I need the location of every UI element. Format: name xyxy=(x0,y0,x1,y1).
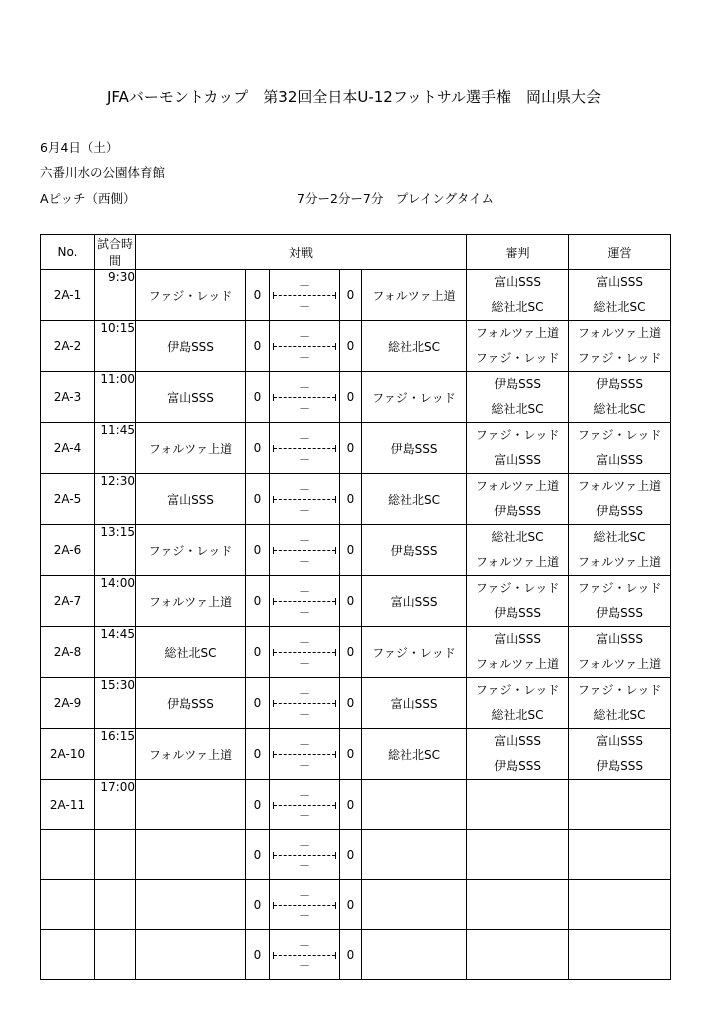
away-team: ファジ・レッド xyxy=(362,372,467,423)
referee-team-1: ファジ・レッド xyxy=(475,581,560,595)
first-half-dash: － xyxy=(299,585,310,598)
match-number: 2A-7 xyxy=(41,576,95,627)
home-score: 0 xyxy=(246,321,270,372)
away-score: 0 xyxy=(340,576,362,627)
home-score: 0 xyxy=(246,880,270,930)
match-time: 14:00 xyxy=(95,576,136,627)
score-separator xyxy=(270,780,340,830)
header-match: 対戦 xyxy=(136,235,467,270)
away-score: 0 xyxy=(340,780,362,830)
operation-team-1: 総社北SC xyxy=(593,530,646,544)
score-separator xyxy=(270,270,340,321)
home-score: 0 xyxy=(246,423,270,474)
table-row xyxy=(41,930,671,980)
referee-team-2: 伊島SSS xyxy=(494,504,541,518)
home-team xyxy=(136,780,246,830)
home-score: 0 xyxy=(246,576,270,627)
away-team xyxy=(362,930,467,980)
away-team: 総社北SC xyxy=(362,729,467,780)
score-separator xyxy=(270,321,340,372)
score-line xyxy=(274,448,335,449)
home-team: 富山SSS xyxy=(136,372,246,423)
referee-cell xyxy=(467,729,569,780)
second-half-dash: － xyxy=(299,402,310,415)
referee-team-1: 富山SSS xyxy=(494,734,541,748)
operation-cell xyxy=(569,576,671,627)
header-time: 試合時間 xyxy=(95,235,136,270)
operation-team-1: ファジ・レッド xyxy=(577,581,662,595)
referee-cell xyxy=(467,780,569,830)
operation-team-2: 総社北SC xyxy=(593,708,646,722)
second-half-dash: － xyxy=(299,657,310,670)
referee-cell xyxy=(467,627,569,678)
away-team xyxy=(362,880,467,930)
operation-cell xyxy=(569,321,671,372)
away-score: 0 xyxy=(340,627,362,678)
match-number: 2A-11 xyxy=(41,780,95,830)
first-half-dash: － xyxy=(299,381,310,394)
score-line xyxy=(274,550,335,551)
table-row xyxy=(41,576,671,627)
header-operation: 運営 xyxy=(569,235,671,270)
score-line xyxy=(274,855,335,856)
match-time: 12:30 xyxy=(95,474,136,525)
first-half-dash: － xyxy=(299,789,310,802)
score-line xyxy=(274,601,335,602)
referee-team-1: フォルツァ上道 xyxy=(475,326,560,340)
second-half-dash: － xyxy=(299,504,310,517)
home-score: 0 xyxy=(246,830,270,880)
operation-cell xyxy=(569,780,671,830)
second-half-dash: － xyxy=(299,606,310,619)
referee-cell xyxy=(467,576,569,627)
operation-team-2: 総社北SC xyxy=(593,402,646,416)
score-separator xyxy=(270,678,340,729)
referee-team-2: 総社北SC xyxy=(491,300,544,314)
referee-cell xyxy=(467,321,569,372)
score-line xyxy=(274,905,335,906)
second-half-dash: － xyxy=(299,759,310,772)
second-half-dash: － xyxy=(299,351,310,364)
operation-cell xyxy=(569,372,671,423)
page-title: JFAバーモントカップ 第32回全日本U-12フットサル選手権 岡山県大会 xyxy=(106,88,602,106)
operation-team-2: 総社北SC xyxy=(593,300,646,314)
score-line xyxy=(274,397,335,398)
home-team xyxy=(136,880,246,930)
home-score: 0 xyxy=(246,525,270,576)
second-half-dash: － xyxy=(299,708,310,721)
home-team: 総社北SC xyxy=(136,627,246,678)
table-row xyxy=(41,729,671,780)
schedule-table xyxy=(40,234,671,980)
away-score: 0 xyxy=(340,880,362,930)
away-team xyxy=(362,780,467,830)
referee-cell xyxy=(467,372,569,423)
score-separator xyxy=(270,525,340,576)
home-score: 0 xyxy=(246,372,270,423)
home-team xyxy=(136,830,246,880)
score-line xyxy=(274,754,335,755)
score-line xyxy=(274,703,335,704)
table-row xyxy=(41,780,671,830)
away-team: 総社北SC xyxy=(362,474,467,525)
away-score: 0 xyxy=(340,678,362,729)
operation-cell xyxy=(569,729,671,780)
home-team: 伊島SSS xyxy=(136,321,246,372)
home-team xyxy=(136,930,246,980)
home-team: ファジ・レッド xyxy=(136,270,246,321)
match-number: 2A-6 xyxy=(41,525,95,576)
score-separator xyxy=(270,830,340,880)
referee-team-2: フォルツァ上道 xyxy=(475,657,560,671)
home-score: 0 xyxy=(246,474,270,525)
score-line xyxy=(274,955,335,956)
operation-cell xyxy=(569,474,671,525)
operation-team-1: フォルツァ上道 xyxy=(577,479,662,493)
operation-team-2: 伊島SSS xyxy=(596,606,643,620)
match-number: 2A-3 xyxy=(41,372,95,423)
home-score: 0 xyxy=(246,627,270,678)
score-separator xyxy=(270,627,340,678)
match-time: 13:15 xyxy=(95,525,136,576)
referee-cell xyxy=(467,930,569,980)
score-separator xyxy=(270,423,340,474)
table-row xyxy=(41,678,671,729)
first-half-dash: － xyxy=(299,279,310,292)
playing-time: 7分ー2分ー7分 プレイングタイム xyxy=(297,191,494,206)
home-score: 0 xyxy=(246,729,270,780)
second-half-dash: － xyxy=(299,909,310,922)
header-no: No. xyxy=(41,235,95,270)
score-line xyxy=(274,295,335,296)
score-line xyxy=(274,805,335,806)
first-half-dash: － xyxy=(299,534,310,547)
match-time: 11:45 xyxy=(95,423,136,474)
score-line xyxy=(274,499,335,500)
home-team: 富山SSS xyxy=(136,474,246,525)
table-row xyxy=(41,270,671,321)
first-half-dash: － xyxy=(299,738,310,751)
match-number: 2A-8 xyxy=(41,627,95,678)
home-team: フォルツァ上道 xyxy=(136,729,246,780)
operation-team-1: 富山SSS xyxy=(596,734,643,748)
operation-cell xyxy=(569,627,671,678)
referee-team-1: ファジ・レッド xyxy=(475,683,560,697)
operation-team-1: ファジ・レッド xyxy=(577,428,662,442)
table-row xyxy=(41,525,671,576)
operation-team-2: フォルツァ上道 xyxy=(577,657,662,671)
operation-team-2: ファジ・レッド xyxy=(577,351,662,365)
match-number xyxy=(41,830,95,880)
referee-team-2: 伊島SSS xyxy=(494,759,541,773)
operation-cell xyxy=(569,880,671,930)
pitch-label: Aピッチ（西側） xyxy=(40,191,136,206)
home-score: 0 xyxy=(246,930,270,980)
away-score: 0 xyxy=(340,270,362,321)
second-half-dash: － xyxy=(299,555,310,568)
table-row xyxy=(41,880,671,930)
away-team: 富山SSS xyxy=(362,678,467,729)
referee-team-1: ファジ・レッド xyxy=(475,428,560,442)
header-row xyxy=(41,235,671,270)
operation-team-1: フォルツァ上道 xyxy=(577,326,662,340)
away-team: 富山SSS xyxy=(362,576,467,627)
event-date: 6月4日（土） xyxy=(40,140,119,155)
score-line xyxy=(274,652,335,653)
match-time: 9:30 xyxy=(95,270,136,321)
operation-team-2: 伊島SSS xyxy=(596,504,643,518)
operation-team-2: 富山SSS xyxy=(596,453,643,467)
operation-cell xyxy=(569,423,671,474)
venue-name: 六番川水の公園体育館 xyxy=(40,165,166,180)
operation-team-1: 富山SSS xyxy=(596,275,643,289)
referee-team-2: 総社北SC xyxy=(491,402,544,416)
match-time xyxy=(95,930,136,980)
match-number: 2A-2 xyxy=(41,321,95,372)
second-half-dash: － xyxy=(299,453,310,466)
score-separator xyxy=(270,576,340,627)
operation-team-2: フォルツァ上道 xyxy=(577,555,662,569)
first-half-dash: － xyxy=(299,687,310,700)
match-number: 2A-9 xyxy=(41,678,95,729)
first-half-dash: － xyxy=(299,889,310,902)
away-team xyxy=(362,830,467,880)
referee-team-1: 富山SSS xyxy=(494,275,541,289)
operation-cell xyxy=(569,525,671,576)
referee-cell xyxy=(467,678,569,729)
away-team: フォルツァ上道 xyxy=(362,270,467,321)
away-score: 0 xyxy=(340,474,362,525)
away-team: 伊島SSS xyxy=(362,525,467,576)
match-time: 10:15 xyxy=(95,321,136,372)
table-row xyxy=(41,830,671,880)
score-separator xyxy=(270,880,340,930)
referee-cell xyxy=(467,423,569,474)
operation-team-2: 伊島SSS xyxy=(596,759,643,773)
away-team: ファジ・レッド xyxy=(362,627,467,678)
first-half-dash: － xyxy=(299,839,310,852)
away-team: 総社北SC xyxy=(362,321,467,372)
first-half-dash: － xyxy=(299,939,310,952)
away-score: 0 xyxy=(340,525,362,576)
first-half-dash: － xyxy=(299,330,310,343)
second-half-dash: － xyxy=(299,300,310,313)
operation-team-1: 伊島SSS xyxy=(596,377,643,391)
away-score: 0 xyxy=(340,930,362,980)
match-time: 11:00 xyxy=(95,372,136,423)
match-number: 2A-1 xyxy=(41,270,95,321)
score-separator xyxy=(270,729,340,780)
operation-team-1: 富山SSS xyxy=(596,632,643,646)
operation-cell xyxy=(569,678,671,729)
home-team: 伊島SSS xyxy=(136,678,246,729)
operation-cell xyxy=(569,270,671,321)
operation-cell xyxy=(569,830,671,880)
home-score: 0 xyxy=(246,780,270,830)
match-number xyxy=(41,930,95,980)
match-time: 16:15 xyxy=(95,729,136,780)
header-referee: 審判 xyxy=(467,235,569,270)
table-row xyxy=(41,474,671,525)
referee-team-1: 富山SSS xyxy=(494,632,541,646)
referee-team-2: 伊島SSS xyxy=(494,606,541,620)
away-score: 0 xyxy=(340,372,362,423)
first-half-dash: － xyxy=(299,483,310,496)
match-time xyxy=(95,880,136,930)
operation-team-1: ファジ・レッド xyxy=(577,683,662,697)
score-line xyxy=(274,346,335,347)
away-score: 0 xyxy=(340,830,362,880)
referee-team-2: 富山SSS xyxy=(494,453,541,467)
away-score: 0 xyxy=(340,423,362,474)
referee-team-2: 総社北SC xyxy=(491,708,544,722)
away-team: 伊島SSS xyxy=(362,423,467,474)
away-score: 0 xyxy=(340,321,362,372)
referee-team-1: 総社北SC xyxy=(491,530,544,544)
referee-cell xyxy=(467,474,569,525)
referee-cell xyxy=(467,270,569,321)
referee-cell xyxy=(467,830,569,880)
match-number xyxy=(41,880,95,930)
referee-team-2: ファジ・レッド xyxy=(475,351,560,365)
second-half-dash: － xyxy=(299,809,310,822)
referee-team-1: 伊島SSS xyxy=(494,377,541,391)
table-row xyxy=(41,372,671,423)
away-score: 0 xyxy=(340,729,362,780)
second-half-dash: － xyxy=(299,859,310,872)
first-half-dash: － xyxy=(299,432,310,445)
match-time: 14:45 xyxy=(95,627,136,678)
referee-team-1: フォルツァ上道 xyxy=(475,479,560,493)
schedule-body xyxy=(41,270,671,980)
match-number: 2A-10 xyxy=(41,729,95,780)
score-separator xyxy=(270,372,340,423)
referee-cell xyxy=(467,880,569,930)
table-row xyxy=(41,321,671,372)
match-time: 17:00 xyxy=(95,780,136,830)
operation-cell xyxy=(569,930,671,980)
home-team: ファジ・レッド xyxy=(136,525,246,576)
score-separator xyxy=(270,474,340,525)
first-half-dash: － xyxy=(299,636,310,649)
second-half-dash: － xyxy=(299,959,310,972)
referee-team-2: フォルツァ上道 xyxy=(475,555,560,569)
home-team: フォルツァ上道 xyxy=(136,576,246,627)
match-time: 15:30 xyxy=(95,678,136,729)
table-row xyxy=(41,423,671,474)
referee-cell xyxy=(467,525,569,576)
home-team: フォルツァ上道 xyxy=(136,423,246,474)
match-number: 2A-4 xyxy=(41,423,95,474)
match-time xyxy=(95,830,136,880)
home-score: 0 xyxy=(246,270,270,321)
score-separator xyxy=(270,930,340,980)
table-row xyxy=(41,627,671,678)
match-number: 2A-5 xyxy=(41,474,95,525)
home-score: 0 xyxy=(246,678,270,729)
